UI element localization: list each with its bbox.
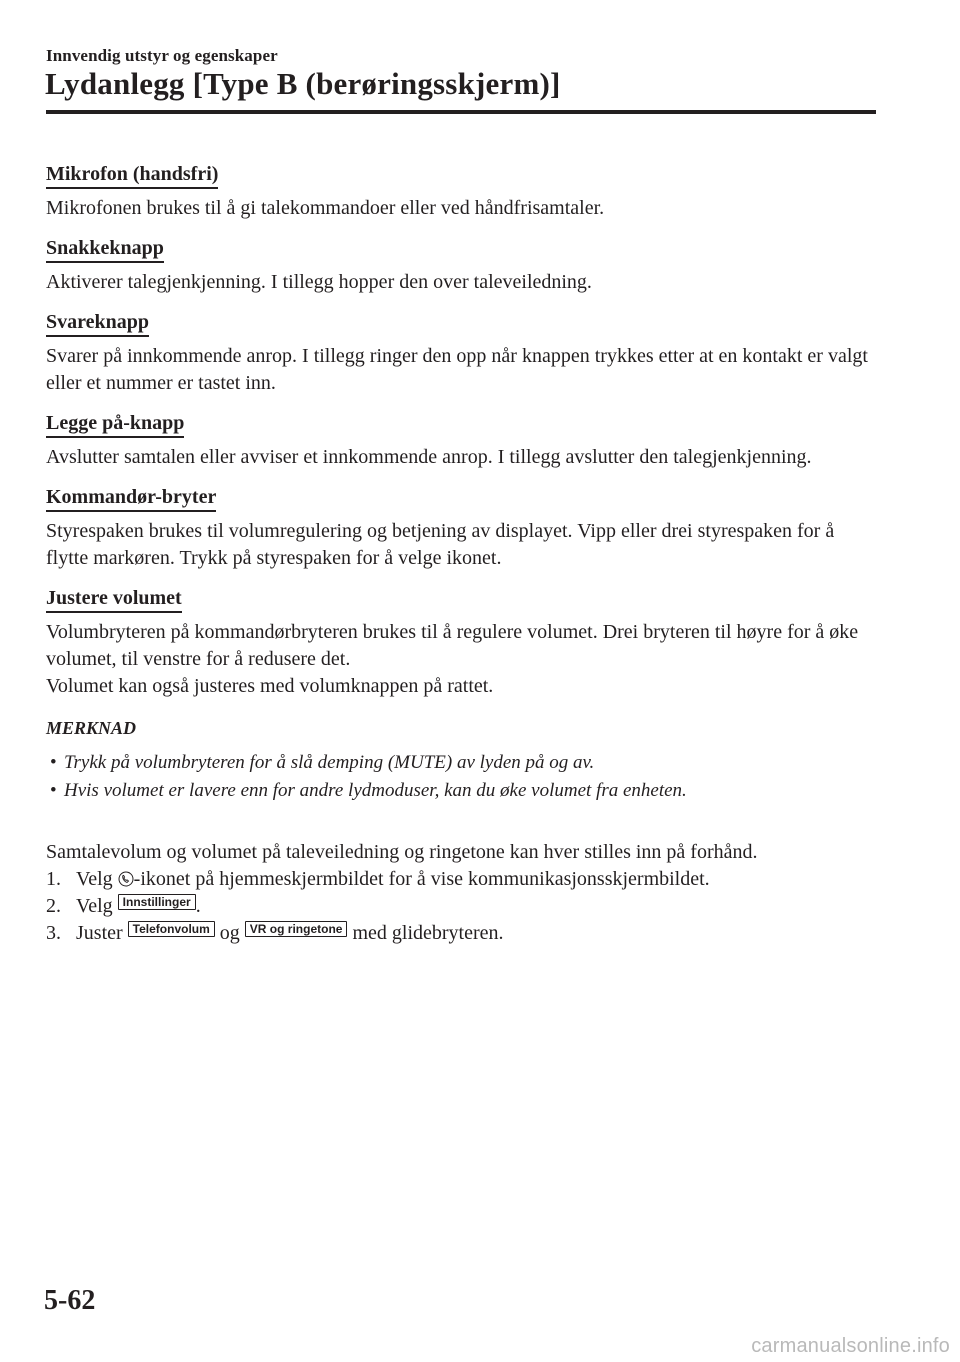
section-microphone	[46, 162, 876, 222]
header-divider	[46, 110, 876, 114]
section-heading: Svareknapp	[46, 310, 149, 337]
section-text: Styrespaken brukes til volumregulering og betjening av displayet. Vipp eller drei styrespaken for å flytte markøren. Trykk på styrespaken for å velge ikonet.	[46, 520, 835, 569]
step-number: 3.	[46, 922, 61, 944]
section-hangup-button	[46, 411, 876, 471]
note-text: Trykk på volumbryteren for å slå demping (MUTE) av lyden på og av.	[64, 752, 595, 773]
note-item	[46, 749, 876, 777]
phone-volume-key-label: Telefonvolum	[128, 921, 215, 937]
section-answer-button	[46, 310, 876, 397]
section-text: Avslutter samtalen eller avviser et innkommende anrop. I tillegg avslutter den talegjenkjenning.	[46, 446, 812, 468]
section-text: Volumet kan også justeres med volumknappen på rattet.	[46, 675, 494, 697]
section-text: Svarer på innkommende anrop. I tillegg ringer den opp når knappen trykkes etter at en kontakt er valgt eller et nummer er tastet inn.	[46, 345, 868, 394]
section-adjust-volume	[46, 586, 876, 700]
section-talk-button	[46, 236, 876, 296]
bullet-icon: •	[50, 752, 57, 773]
settings-key-label: Innstillinger	[118, 894, 196, 910]
procedure-step-3	[46, 920, 876, 947]
note-text: Hvis volumet er lavere enn for andre lydmoduser, kan du øke volumet fra enheten.	[64, 780, 687, 801]
watermark: carmanualsonline.info	[751, 1335, 950, 1357]
step-text: Juster	[76, 922, 128, 944]
step-text: -ikonet på hjemmeskjermbildet for å vise kommunikasjonsskjermbildet.	[133, 868, 710, 890]
step-text: og	[214, 922, 245, 944]
main-content	[46, 162, 876, 947]
procedure-intro: Samtalevolum og volumet på taleveiledning og ringetone kan hver stilles inn på forhånd.	[46, 841, 758, 863]
step-text: med glidebryteren.	[347, 922, 504, 944]
step-text: .	[195, 895, 201, 917]
section-heading: Mikrofon (handsfri)	[46, 162, 218, 189]
page-number: 5-62	[44, 1285, 96, 1316]
step-text: Velg	[76, 895, 118, 917]
phone-icon	[118, 871, 134, 887]
step-number: 1.	[46, 868, 61, 890]
bullet-icon: •	[50, 780, 57, 801]
page-title: Lydanlegg [Type B (berøringsskjerm)]	[45, 66, 561, 101]
section-header: Innvendig utstyr og egenskaper	[46, 46, 278, 65]
vr-ringtone-key-label: VR og ringetone	[245, 921, 348, 937]
procedure-step-1	[46, 866, 876, 893]
step-text: Velg	[76, 868, 118, 890]
step-number: 2.	[46, 895, 61, 917]
section-commander-switch	[46, 485, 876, 572]
section-text: Volumbryteren på kommandørbryteren brukes til å regulere volumet. Drei bryteren til høyre for å øke volumet, til venstre for å redusere det.	[46, 621, 859, 670]
section-text: Mikrofonen brukes til å gi talekommandoer eller ved håndfrisamtaler.	[46, 197, 605, 219]
section-text: Aktiverer talegjenkjenning. I tillegg hopper den over taleveiledning.	[46, 271, 592, 293]
section-heading: Snakkeknapp	[46, 236, 164, 263]
note-label: MERKNAD	[46, 718, 137, 738]
section-heading: Kommandør-bryter	[46, 485, 216, 512]
section-heading: Justere volumet	[46, 586, 182, 613]
note-item	[46, 777, 876, 805]
section-heading: Legge på-knapp	[46, 411, 184, 438]
procedure-step-2	[46, 893, 876, 920]
